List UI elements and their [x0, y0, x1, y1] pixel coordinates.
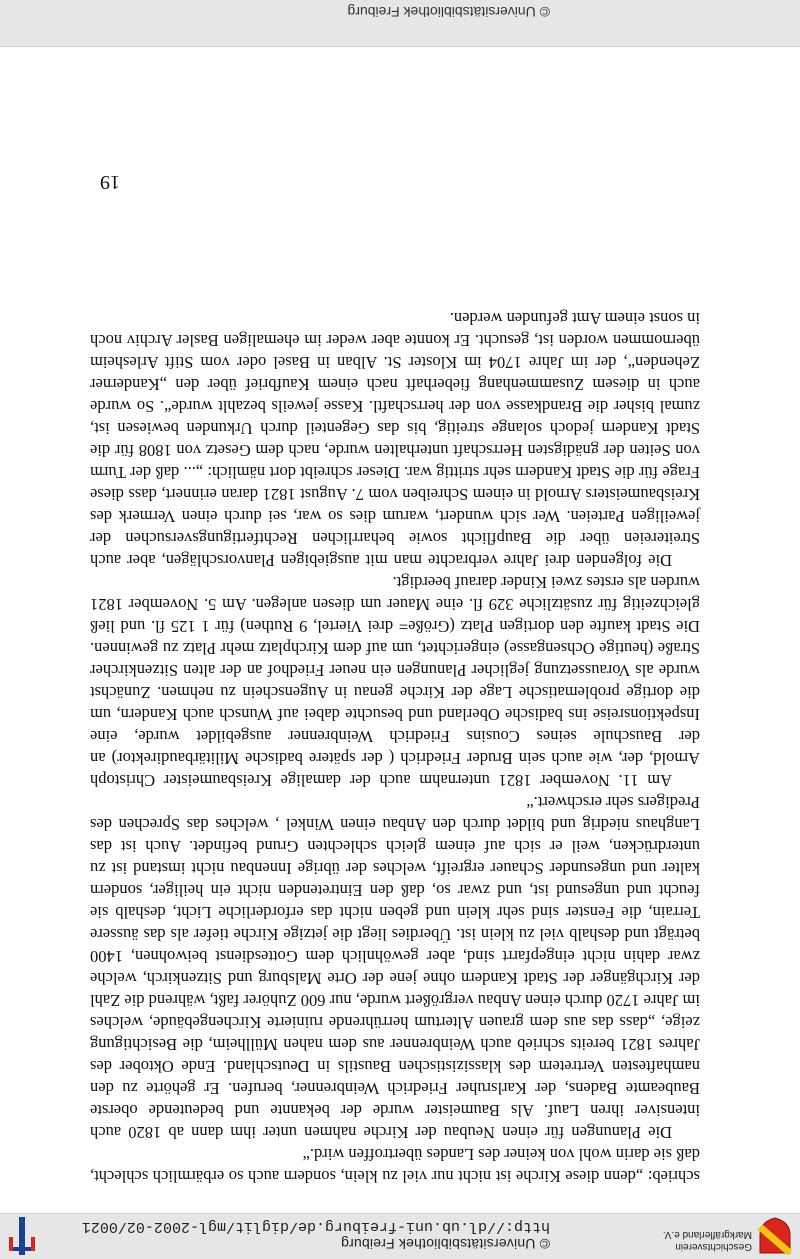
- paragraph: Die folgenden drei Jahre verbrachte man mit ausgiebigen Planvorschlägen, aber auch Streitereien über die Baupflicht sowie beharrlichen Rechtfertigungsversuchen der jeweiligen Parteien. Wer sich wundert, warum dies so war, sei durch einen Vermerk des Kreisbaumeisters Arnold in einem Schreiben vom 7. August 1821 daran erinnert, dass diese Frage für die Stadt Kandern sehr strittig war. Dieser schreibt dort nämlich: „... daß der Turm von Seiten der gnädigsten Herrschaft unterhalten wurde, nach dem Gesetz von 1808 für die Stadt Kandern jedoch solange streitig, bis das Gegenteil durch Urkunden bewiesen ist, zumal bisher die Brandkasse von der herrschaftl. Kasse jeweils bezahlt wurde“. So wurde auch in diesem Zusammenhang fieberhaft nach einem Kaufbrief über den „Kanderner Zehenden“, der im Jahre 1704 im Kloster St. Alban in Basel oder vom Stift Arlesheim übernommen worden ist, gesucht. Er konnte aber weder im ehemaligen Basler Archiv noch in sonst einem Amt gefunden werden.: [90, 309, 700, 570]
- society-name: [662, 1228, 752, 1252]
- society-crest-icon: [758, 1217, 792, 1255]
- footer-bar: [0, 0, 800, 47]
- document-url-link[interactable]: http://dl.ub.uni-freiburg.de/diglit/mgl-2002-02/0021: [81, 1218, 550, 1235]
- page-number: 19: [100, 171, 120, 193]
- article-text: [90, 307, 700, 1187]
- university-library-logo-icon: [6, 1217, 38, 1255]
- library-credit: © Universitätsbibliothek Freiburg: [340, 1236, 550, 1252]
- society-name-line1: Geschichtsverein: [675, 1241, 752, 1252]
- header-divider: [0, 1213, 800, 1214]
- header-bar: [0, 1213, 800, 1259]
- footer-library-credit: © Universitätsbibliothek Freiburg: [347, 4, 550, 20]
- paragraph: Die Planungen für einen Neubau der Kirche nahmen unter ihm dann ab 1820 auch intensiver ihren Lauf. Als Baumeister wurde der bekannte und bedeutende oberste Baubeamte Badens, der Karlsruher Friedrich Weinbrenner, berufen. Er gehörte zu den namhaftesten Vertretern des klassizistischen Baustils in Deutschland. Ende Oktober des Jahres 1821 bereits schrieb auch Weinbrenner aus dem nahen Müllheim, die Besichtigung zeige, „dass das aus dem grauen Altertum herrührende ruinierte Kirchengebäude, welches im Jahre 1720 durch einen Anbau vergrößert wurde, nur 600 Zuhörer faßt, während die Zahl der Kirchgänger der Stadt Kandern ohne jene der Orte Malsburg und Sitzenkirch, welche zwar dahin nicht eingepfarrt sind, aber gewöhnlich dem Gottesdienst beiwohnen, 1400 beträgt und deshalb viel zu klein ist. Überdies liegt die jetzige Kirche tiefer als das äussere Terrain, die Fenster sind sehr klein und geben nicht das erforderliche Licht, deshalb sie feucht und ungesund ist, und zwar so, daß den Eintretenden nicht ein heiliger, sondern kalter und ungesunder Schauer ergreift, welches der übrige Innenbau nicht imstand ist zu unterdrücken, weil er sich auf einem gleich schlechten Grund befindet. Auch ist das Langhaus niedrig und bildet durch den Anbau einen Winkel , welches das Sprechen des Predigers sehr erschwert.“: [89, 793, 700, 1142]
- paragraph: Am 11. November 1821 unternahm auch der damalige Kreisbaumeister Christoph Arnold, der, wie auch sein Bruder Friedrich ( der spätere badische Militärbaudirektor) an der Bauschule seines Cousins Friedrich Weinbrenner ausgebildet wurde, eine Inspektionsreise ins badische Oberland und besuchte dabei auf Wunsch auch Kandern, um die dortige problematische Lage der Kirche genau in Augenschein zu nehmen. Zunächst wurde als Voraussetzung jeglicher Planungen ein neuer Friedhof an der alten Sitzenkircher Straße (heutige Ochsengasse) eingerichtet, um auf dem Kirchplatz mehr Platz zu gewinnen. Die Stadt kaufte den dortigen Platz (Größe= drei Viertel, 9 Ruthen) für 1 125 fl. und ließ gleichzeitig für zusätzliche 329 fl. eine Mauer um diesen anlegen. Am 5. November 1821 wurden als erstes zwei Kinder darauf beerdigt.: [90, 573, 700, 790]
- society-name-line2: Markgräflerland e.V.: [662, 1229, 752, 1240]
- paragraph: schrieb: „denn diese Kirche ist nicht nur viel zu klein, sondern auch so erbärmlich schlecht, daß sie darin wohl von keiner des Landes übertroffen wird.“: [90, 1145, 700, 1186]
